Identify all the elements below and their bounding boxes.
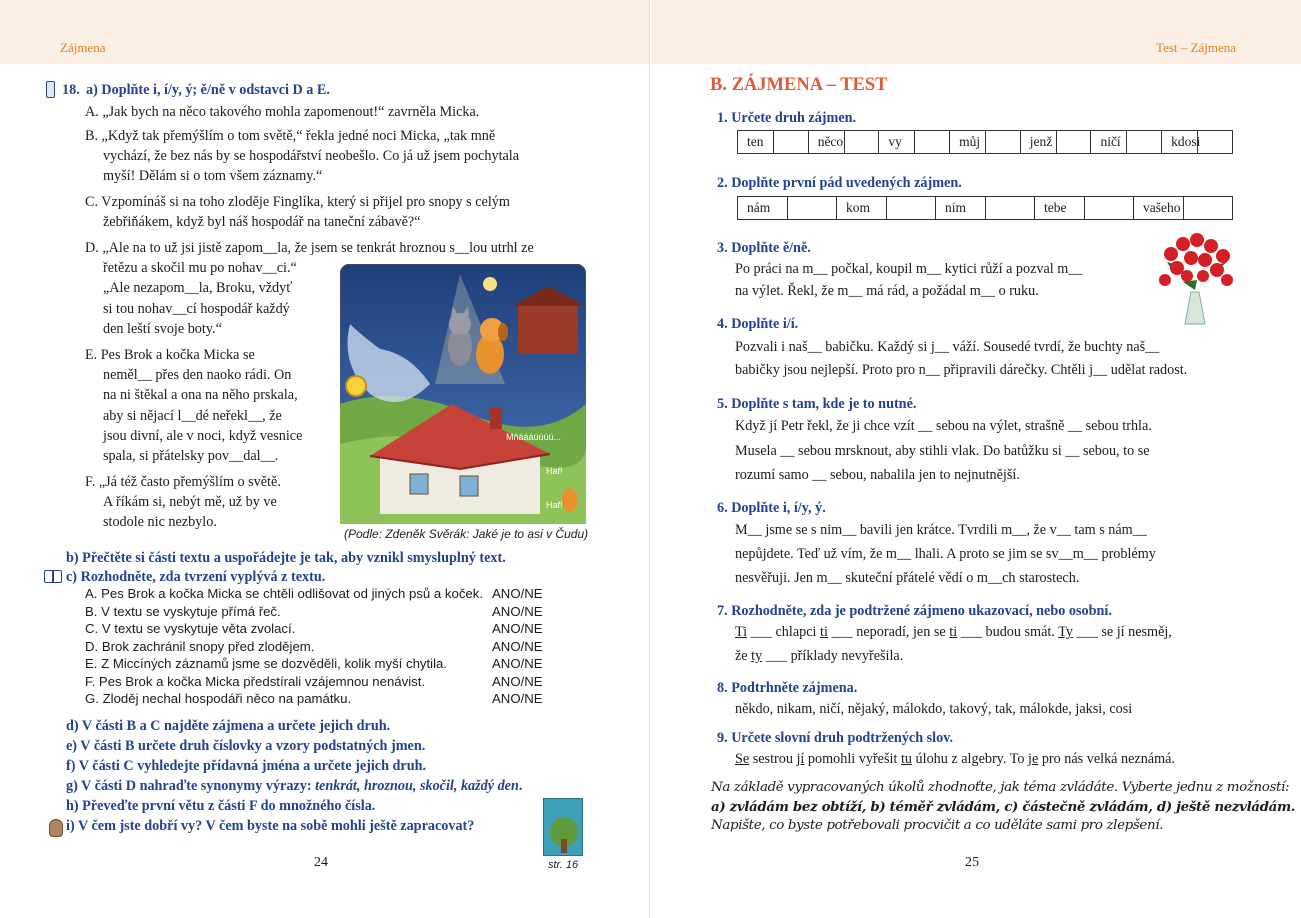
statement-answer[interactable]: ANO/NE <box>492 603 543 619</box>
paragraph-e-line: aby si nějací l__dé neřekl__, že <box>103 407 282 424</box>
paragraph-d-line: „Ale nezapom__la, Broku, vždyť <box>103 280 293 297</box>
right-page-number: 25 <box>965 855 979 870</box>
table-cell-answer[interactable] <box>887 197 936 219</box>
sentence-text: ___ budou smát. <box>957 624 1059 640</box>
underlined-word: Ty <box>1058 624 1073 640</box>
q8-label: 8. Podtrhněte zájmena. <box>717 680 858 696</box>
woof-text-1: Haf! <box>546 466 563 476</box>
q9-line <box>735 749 1175 769</box>
sentence-text: ___ chlapci <box>747 624 820 640</box>
underlined-word: Ti <box>735 624 748 640</box>
exercise-18-number: 18. <box>62 82 80 98</box>
table-cell-pronoun: jenž <box>1021 131 1057 153</box>
q8-line: někdo, nikam, ničí, nějaký, málokdo, takový, tak, málokde, jaksi, cosi <box>735 701 1133 717</box>
underlined-word: ti <box>949 624 958 640</box>
q7-line-2 <box>735 646 903 666</box>
right-page <box>651 0 1301 918</box>
paragraph-d-line: den leští svoje boty.“ <box>103 320 222 337</box>
q4-line-1: Pozvali i naš__ babičku. Každý si j__ váží. Sousedé tvrdí, že buchty naš__ <box>735 339 1160 355</box>
cat-dog-illustration <box>340 264 586 524</box>
statement-row <box>85 585 555 603</box>
paragraph-f-line: stodole nic nezbylo. <box>103 514 217 531</box>
table-cell-pronoun: vašeho <box>1134 197 1184 219</box>
table-cell-pronoun: něco <box>809 131 845 153</box>
self-evaluation-options: a) zvládám bez obtíží, b) téměř zvládám, c) částečně zvládám, d) ještě nezvládám. <box>711 799 1296 815</box>
left-running-head: Zájmena <box>60 40 106 55</box>
paragraph-d-line: D. „Ale na to už jsi jistě zapom__la, že jsem se tenkrát hroznou s__lou utrhl ze <box>85 240 534 256</box>
q5-line-2: Musela __ sebou mrsknout, aby stihli vlak. Do batůžku si __ sebou, to se <box>735 443 1150 459</box>
q1-label: 1. Určete druh zájmen. <box>717 110 857 126</box>
exercise-18f: f) V části C vyhledejte přídavná jména a určete jejich druh. <box>66 758 427 774</box>
statement-answer[interactable]: ANO/NE <box>492 656 543 671</box>
paragraph-c-line: C. Vzpomínáš si na toho zloděje Finglíka, který si přijel pro snopy s celým <box>85 194 510 210</box>
paragraph-e-line: E. Pes Brok a kočka Micka se <box>85 347 255 363</box>
exercise-18g-suffix: . <box>518 778 523 794</box>
paragraph-e-line: jsou divní, ale v noci, když vesnice <box>103 427 303 444</box>
exercise-18g <box>66 776 522 796</box>
table-cell-pronoun: kdosi <box>1162 131 1198 153</box>
sentence-text: ___ neporadí, jen se <box>827 624 950 640</box>
exercise-18a-instruction: a) Doplňte i, í/y, ý; ě/ně v odstavci D a E. <box>86 82 330 98</box>
paragraph-b-line: myší! Dělám si o tom všem záznamy.“ <box>103 168 323 184</box>
paragraph-a-line: A. „Jak bych na něco takového mohla zapomenout!“ zavrněla Micka. <box>85 104 480 120</box>
table-cell-answer[interactable] <box>845 131 880 153</box>
q1-table <box>737 130 1233 154</box>
illustration-caption: (Podle: Zdeněk Svěrák: Jaké je to asi v Čudu) <box>344 527 589 541</box>
statement-text: B. V textu se vyskytuje přímá řeč. <box>85 603 281 619</box>
q2-table <box>737 196 1233 220</box>
notebook-icon <box>46 81 55 98</box>
sentence-text: pro nás velká neznámá. <box>1038 751 1175 767</box>
exercise-18e: e) V části B určete druh číslovky a vzory podstatných jmen. <box>66 738 426 754</box>
paragraph-b-line: vychází, že bez nás by se hospodářství neobešlo. Co já už jsem pochytala <box>103 148 520 164</box>
exercise-18i: i) V čem jste dobří vy? V čem byste na sobě mohli ještě zapracovat? <box>66 818 475 834</box>
q9-label: 9. Určete slovní druh podtržených slov. <box>717 730 954 746</box>
q7-line-1 <box>735 622 1172 642</box>
q5-line-1: Když jí Petr řekl, že ji chce vzít __ sebou na výlet, strašně __ sebou trhla. <box>735 418 1152 434</box>
table-cell-pronoun: nám <box>738 197 788 219</box>
statement-text: D. Brok zachránil snopy před zlodějem. <box>85 638 315 654</box>
table-cell-answer[interactable] <box>1057 131 1092 153</box>
statement-answer[interactable]: ANO/NE <box>492 691 543 706</box>
q6-label: 6. Doplňte i, í/y, ý. <box>717 500 826 516</box>
meow-text: Mňáááúúúú... <box>506 432 562 442</box>
q3-line-1: Po práci na m__ počkal, koupil m__ kytici růží a pozval m__ <box>735 261 1083 277</box>
table-cell-pronoun: tebe <box>1035 197 1085 219</box>
exercise-18h: h) Převeďte první větu z části F do množného čísla. <box>66 798 376 814</box>
underlined-word: je <box>1028 751 1039 767</box>
statement-row <box>85 673 555 691</box>
paragraph-c-line: žebřiňákem, když byl náš hospodář na taneční zábavě?“ <box>103 214 421 230</box>
underlined-word: ti <box>820 624 828 640</box>
book-cover-image <box>543 798 583 856</box>
underlined-word: ty <box>751 648 763 664</box>
left-page <box>0 0 650 918</box>
self-evaluation-note: Napište, co byste potřebovali procvičit a co uděláte sami pro zlepšení. <box>711 818 1164 833</box>
paragraph-d-line: si tou nohav__cí hospodář každý <box>103 300 290 317</box>
table-cell-pronoun: ten <box>738 131 774 153</box>
statement-text: F. Pes Brok a kočka Micka předstírali vzájemnou nenávist. <box>85 673 426 689</box>
statement-row <box>85 638 555 656</box>
book-reference: str. 16 <box>548 859 579 871</box>
statement-text: C. V textu se vyskytuje věta zvolací. <box>85 621 296 636</box>
table-cell-answer[interactable] <box>1198 131 1232 153</box>
left-page-number: 24 <box>314 855 328 870</box>
statement-answer[interactable]: ANO/NE <box>492 673 543 689</box>
q3-label: 3. Doplňte ě/ně. <box>717 240 811 256</box>
sentence-text: že <box>735 648 752 664</box>
statement-text: A. Pes Brok a kočka Micka se chtěli odlišovat od jiných psů a koček. <box>85 586 484 601</box>
table-cell-pronoun: kom <box>837 197 887 219</box>
sentence-text: pomohli vyřešit <box>804 751 901 767</box>
exercise-18d: d) V části B a C najděte zájmena a určete jejich druh. <box>66 718 391 734</box>
woof-text-2: Haf! <box>546 500 563 510</box>
paragraph-f-line: A říkám si, nebýt mě, už by ve <box>103 494 277 511</box>
q3-line-2: na výlet. Řekl, že m__ má rád, a požádal m__ o ruku. <box>735 283 1039 299</box>
exercise-18g-prefix: g) V části D nahraďte synonymy výrazy: <box>66 778 316 794</box>
statement-row <box>85 655 555 673</box>
paragraph-f-line: F. „Já též často přemýšlím o světě. <box>85 474 281 490</box>
statement-row <box>85 690 555 708</box>
q2-label: 2. Doplňte první pád uvedených zájmen. <box>717 175 962 191</box>
q6-line-3: nesvěřuji. Jen m__ skuteční přátelé vědí o m__ch starostech. <box>735 570 1080 586</box>
table-cell-answer[interactable] <box>774 131 809 153</box>
statement-row <box>85 620 555 638</box>
cat-figure <box>448 306 472 366</box>
table-cell-answer[interactable] <box>986 197 1035 219</box>
underlined-word: tu <box>900 751 912 767</box>
table-cell-pronoun: vy <box>879 131 915 153</box>
statement-answer[interactable]: ANO/NE <box>492 586 543 601</box>
sentence-text: ___ se jí nesměj, <box>1072 624 1172 640</box>
q7-label: 7. Rozhodněte, zda je podtržené zájmeno ukazovací, nebo osobní. <box>717 603 1112 619</box>
table-cell-answer[interactable] <box>1085 197 1134 219</box>
paragraph-d-line: řetězu a skočil mu po nohav__ci.“ <box>103 260 297 277</box>
q4-label: 4. Doplňte i/í. <box>717 316 799 332</box>
book-icon <box>44 570 62 583</box>
table-cell-answer[interactable] <box>1184 197 1232 219</box>
self-evaluation-intro: Na základě vypracovaných úkolů zhodnoťte, jak téma zvládáte. Vyberte jednu z možností: <box>711 780 1290 795</box>
underlined-word: Se <box>735 751 750 767</box>
statement-answer[interactable]: ANO/NE <box>492 621 543 636</box>
table-cell-pronoun: můj <box>950 131 986 153</box>
exercise-18c: c) Rozhodněte, zda tvrzení vyplývá z textu. <box>66 569 326 585</box>
q6-line-1: M__ jsme se s nim__ bavili jen krátce. Tvrdili m__, že v__ tam s nám__ <box>735 522 1147 538</box>
q5-line-3: rozumí samo __ sebou, nabalila jen to nejnutnější. <box>735 467 1020 483</box>
q6-line-2: nepůjdete. Teď už vím, že m__ lhali. A proto se jim se sv__m__ problémy <box>735 546 1156 562</box>
table-cell-answer[interactable] <box>915 131 950 153</box>
test-title: B. ZÁJMENA – TEST <box>710 75 888 95</box>
roses-image <box>1153 232 1239 328</box>
paragraph-e-line: spala, si přátelsky pov__dal__. <box>103 448 279 464</box>
exercise-18b: b) Přečtěte si části textu a uspořádejte je tak, aby vznikl smysluplný text. <box>66 550 506 566</box>
statement-answer[interactable]: ANO/NE <box>492 638 543 654</box>
q5-label: 5. Doplňte s tam, kde je to nutné. <box>717 396 917 412</box>
statement-text: E. Z Miccíných záznamů jsme se dozvěděli, kolik myší chytila. <box>85 656 448 671</box>
paragraph-b-line: B. „Když tak přemýšlím o tom světě,“ řekla jedné noci Micka, „tak mně <box>85 128 496 144</box>
table-cell-pronoun: ničí <box>1091 131 1127 153</box>
q4-line-2: babičky jsou nejlepší. Proto pro n__ připravili dárečky. Chtěli j__ udělat radost. <box>735 362 1188 378</box>
table-cell-pronoun: ním <box>936 197 986 219</box>
statement-row <box>85 603 555 621</box>
paragraph-e-line: neměl__ přes den naoko rádi. On <box>103 367 292 384</box>
paragraph-e-line: na ni štěkal a ona na něho prskala, <box>103 387 298 404</box>
sentence-text: ___ příklady nevyřešila. <box>762 648 904 664</box>
underlined-word: jí <box>796 751 805 767</box>
statement-text: G. Zloděj nechal hospodáři něco na památku. <box>85 691 352 706</box>
person-icon <box>49 819 63 837</box>
table-cell-answer[interactable] <box>788 197 837 219</box>
sentence-text: sestrou <box>749 751 797 767</box>
sentence-text: úlohu z algebry. To <box>911 751 1029 767</box>
table-cell-answer[interactable] <box>986 131 1021 153</box>
table-cell-answer[interactable] <box>1127 131 1162 153</box>
right-running-head: Test – Zájmena <box>1156 40 1236 55</box>
exercise-18g-words: tenkrát, hroznou, skočil, každý den <box>315 778 519 794</box>
